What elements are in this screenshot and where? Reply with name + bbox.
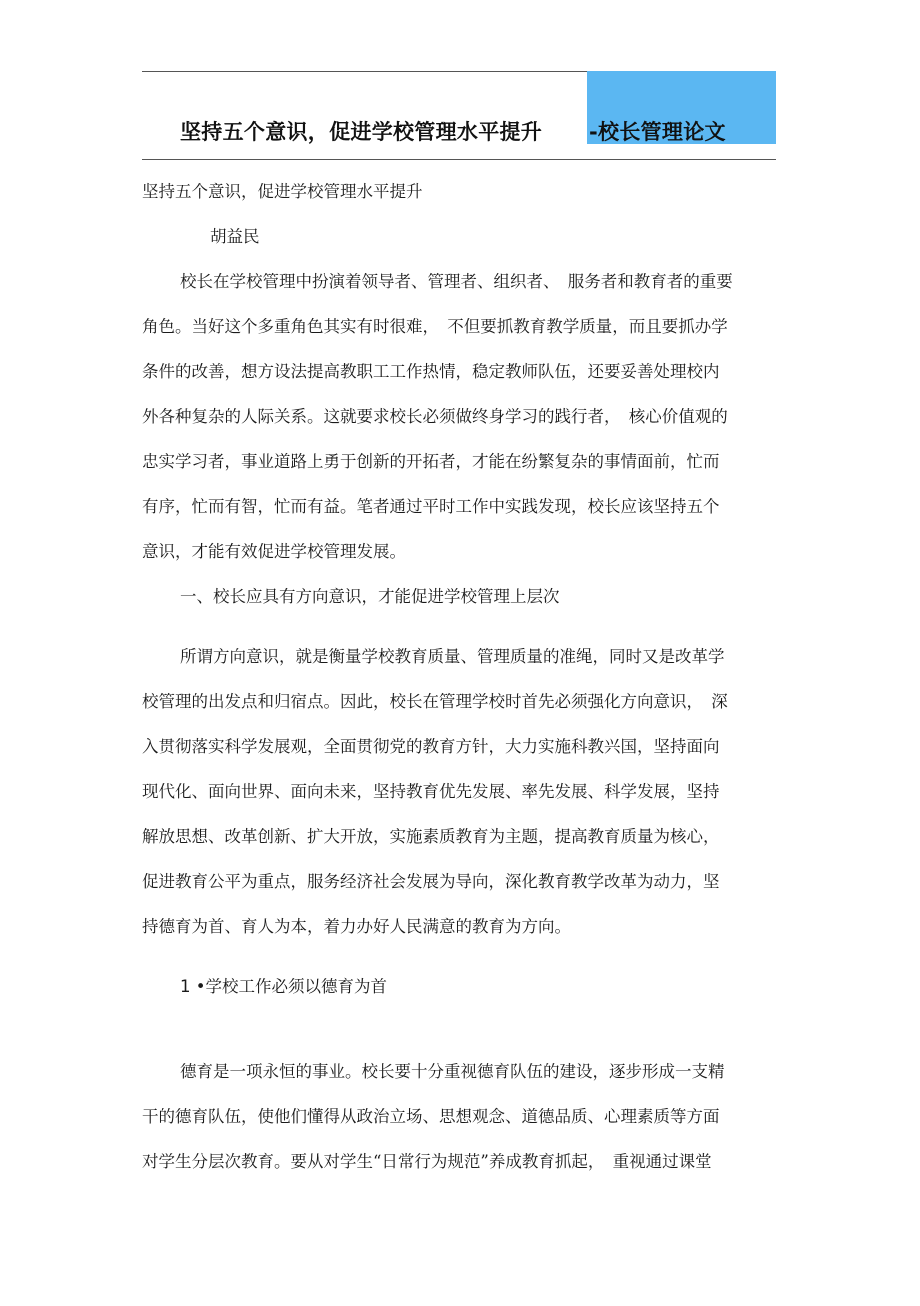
paragraph-line: 有序，忙而有智，忙而有益。笔者通过平时工作中实践发现，校长应该坚持五个 (142, 497, 720, 516)
paragraph-line: 角色。当好这个多重角色其实有时很难， 不但要抓教育教学质量，而且要抓办学 (142, 317, 728, 336)
section-heading: 一、校长应具有方向意识，才能促进学校管理上层次 (180, 587, 560, 606)
paragraph-line: 德育是一项永恒的事业。校长要十分重视德育队伍的建设，逐步形成一支精 (180, 1062, 725, 1081)
paragraph-line: 现代化、面向世界、面向未来，坚持教育优先发展、率先发展、科学发展，坚持 (142, 782, 720, 801)
paragraph-line: 干的德育队伍，使他们懂得从政治立场、思想观念、道德品质、心理素质等方面 (142, 1107, 720, 1126)
paragraph-line: 所谓方向意识，就是衡量学校教育质量、管理质量的准绳，同时又是改革学 (180, 647, 725, 666)
page-title: 坚持五个意识，促进学校管理水平提升 (180, 120, 543, 144)
paragraph-line: 促进教育公平为重点，服务经济社会发展为导向，深化教育教学改革为动力，坚 (142, 872, 720, 891)
list-item-text: 学校工作必须以德育为首 (205, 977, 387, 996)
paragraph-line: 入贯彻落实科学发展观，全面贯彻党的教育方针，大力实施科教兴国，坚持面向 (142, 737, 720, 756)
list-item-number: 1 • (180, 977, 206, 996)
paragraph-line: 外各种复杂的人际关系。这就要求校长必须做终身学习的践行者， 核心价值观的 (142, 407, 728, 426)
paragraph-line: 忠实学习者，事业道路上勇于创新的开拓者，才能在纷繁复杂的事情面前，忙而 (142, 452, 720, 471)
list-item-heading (180, 973, 387, 997)
author-name: 胡益民 (210, 227, 260, 246)
paragraph-line: 意识，才能有效促进学校管理发展。 (142, 542, 406, 561)
page-title-suffix: -校长管理论文 (589, 120, 726, 144)
paragraph-line: 校管理的出发点和归宿点。因此，校长在管理学校时首先必须强化方向意识， 深 (142, 692, 728, 711)
paragraph-line: 持德育为首、育人为本，着力办好人民满意的教育为方向。 (142, 917, 571, 936)
header-bottom-rule (142, 159, 776, 160)
paragraph-line: 解放思想、改革创新、扩大开放，实施素质教育为主题，提高教育质量为核心， (142, 827, 720, 846)
paragraph-line: 对学生分层次教育。要从对学生“日常行为规范”养成教育抓起， 重视通过课堂 (142, 1152, 712, 1171)
article-subtitle: 坚持五个意识，促进学校管理水平提升 (142, 182, 423, 201)
paragraph-line: 条件的改善，想方设法提高教职工工作热情，稳定教师队伍，还要妥善处理校内 (142, 362, 720, 381)
paragraph-line: 校长在学校管理中扮演着领导者、管理者、组织者、 服务者和教育者的重要 (180, 272, 733, 291)
